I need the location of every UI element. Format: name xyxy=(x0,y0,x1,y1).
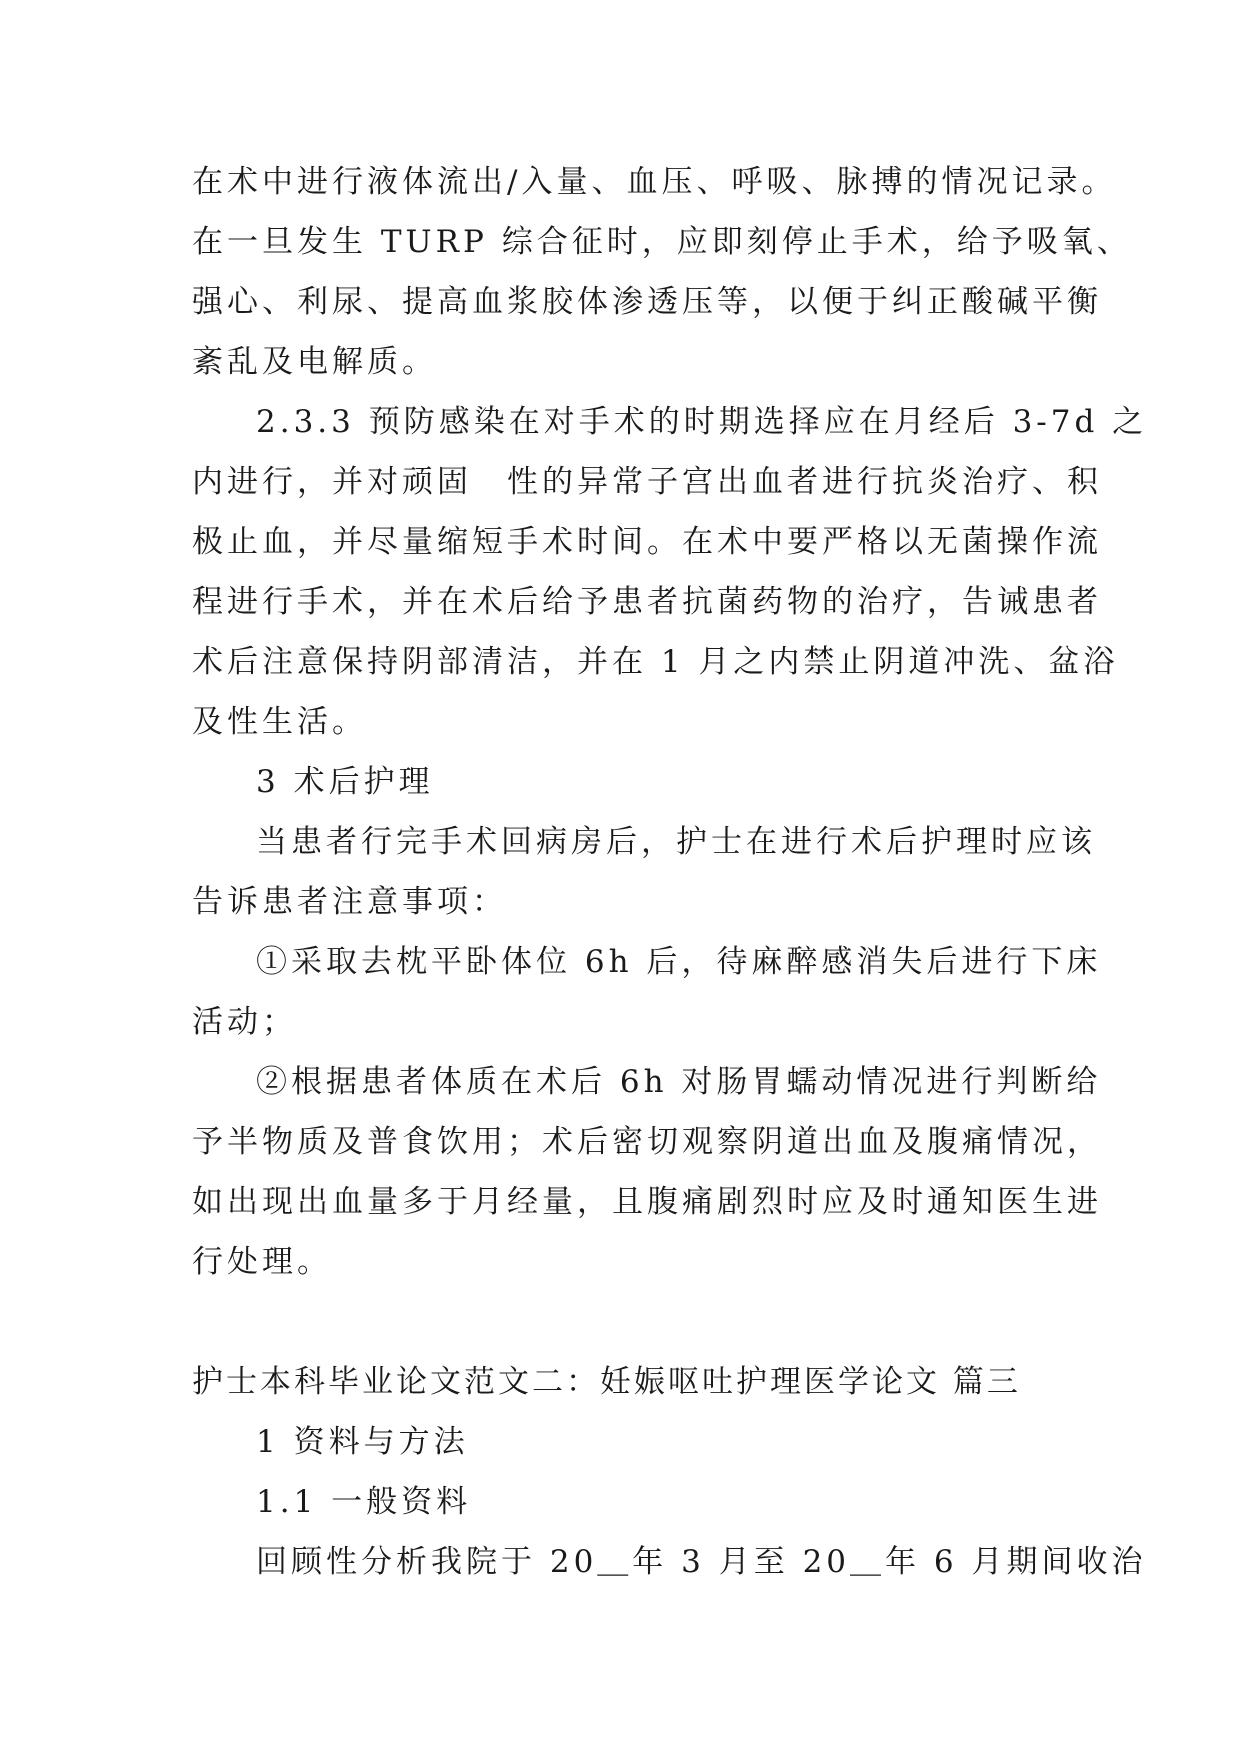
paragraph-postop-intro xyxy=(192,812,1096,932)
text-line: 如出现出血量多于月经量，且腹痛剧烈时应及时通知医生进 xyxy=(192,1184,1102,1220)
paragraph-intraop-monitoring xyxy=(192,152,1132,392)
text-line: 紊乱及电解质。 xyxy=(192,344,437,380)
text-line: ①采取去枕平卧体位 6h 后，待麻醉感消失后进行下床 xyxy=(256,944,1102,980)
paragraph-retrospective xyxy=(192,1532,1147,1592)
paragraph-item-1 xyxy=(192,932,1102,1052)
text-line: 程进行手术，并在术后给予患者抗菌药物的治疗，告诫患者 xyxy=(192,584,1102,620)
text-line: 强心、利尿、提高血浆胶体渗透压等，以便于纠正酸碱平衡 xyxy=(192,284,1102,320)
section-title: 护士本科毕业论文范文二：妊娠呕吐护理医学论文 篇三 xyxy=(192,1364,1021,1400)
paragraph-item-2 xyxy=(192,1052,1102,1292)
section-spacer xyxy=(192,1292,1062,1352)
text-line: 极止血，并尽量缩短手术时间。在术中要严格以无菌操作流 xyxy=(192,524,1102,560)
text-line: ②根据患者体质在术后 6h 对肠胃蠕动情况进行判断给 xyxy=(256,1064,1102,1100)
paragraph-infection-prevention xyxy=(192,392,1148,752)
heading-general-info: 1.1 一般资料 xyxy=(256,1484,472,1520)
heading-postop-care: 3 术后护理 xyxy=(256,764,434,800)
text-line: 2.3.3 预防感染在对手术的时期选择应在月经后 3-7d 之 xyxy=(256,404,1148,440)
text-line: 行处理。 xyxy=(192,1244,332,1280)
text-line: 予半物质及普食饮用；术后密切观察阴道出血及腹痛情况， xyxy=(192,1124,1102,1160)
text-line: 回顾性分析我院于 20＿年 3 月至 20＿年 6 月期间收治 xyxy=(256,1544,1147,1580)
heading-materials-methods: 1 资料与方法 xyxy=(256,1424,469,1460)
text-line: 在术中进行液体流出/入量、血压、呼吸、脉搏的情况记录。 xyxy=(192,164,1117,200)
text-line: 及性生活。 xyxy=(192,704,367,740)
text-line: 内进行，并对顽固 性的异常子宫出血者进行抗炎治疗、积 xyxy=(192,464,1102,500)
text-line: 术后注意保持阴部清洁，并在 1 月之内禁止阴道冲洗、盆浴 xyxy=(192,644,1119,680)
text-line: 当患者行完手术回病房后，护士在进行术后护理时应该 xyxy=(256,824,1096,860)
document-body xyxy=(192,152,1148,1592)
text-line: 告诉患者注意事项： xyxy=(192,884,507,920)
text-line: 在一旦发生 TURP 综合征时，应即刻停止手术，给予吸氧、 xyxy=(192,224,1132,260)
text-line: 活动； xyxy=(192,1004,297,1040)
